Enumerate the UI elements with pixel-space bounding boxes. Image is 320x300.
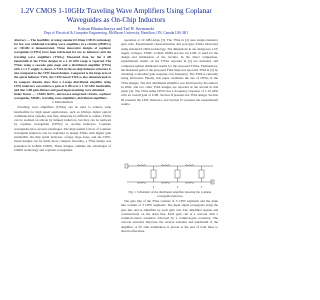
section-heading: I. Introduction (52, 100, 73, 105)
right-column-bottom (121, 199, 218, 233)
paper-title (14, 7, 218, 24)
right-column-text: operation at 10 GHz-Gbps [3]. The TWA in [2] uses single-transistor gain cells. Experimental characterization and prototype TWAs fabricated using standard 0.18um technology. The dimensions in our design use 1.2V supply voltages. TSMC 0.18um 1P6M process via CMC is used for the design and simulations of the circuits. In the direct comparison, experimental results on the TWAs reported in [2] are included, and compared against simulated results for the proposed TWAs. Furthermore, the measured gain of the proposed TWA improves upon the TWA in [2] by obtaining a smoother gain response over frequency. The TWA is currently being fabricated. Finally, this paper examines the use of CPWs in the TWA designs. The first distributed amplifier was fabricated by the authors in 2004, and two other TWA designs are reported as the second in this paper [4]. The TWA using CPWs has a frequency response of 1-10 GHz with an overall gain of 6 dB. Section II presents the TWA design, Section III presents the CPW inductors, and Section IV presents the experimental results. (121, 38, 218, 106)
introduction-body: Traveling wave amplifiers (TWAs) can be used to achieve wide bandwidths for high speed applications, such as 10Gbps digital optical communication systems, that may otherwise be difficult to realize. TWAs can be realized on silicon by lumped inductors; but they can be replaced by coplanar waveguides (CPWs) as on-chip inductors. Coplanar waveguides have several advantages. The high quality factors of coplanar waveguide inductors can be exploited to design TWAs with higher gain bandwidth. On-chip spiral inductors occupy large areas, and the CPW-based designs can be made more compact. Recently, a TWA design was presented in 0.18um CMOS. These designs combine the advantages of CMOS technology and coplanar waveguides. (14, 105, 111, 152)
amplifier-schematic-figure (123, 161, 217, 189)
figure-caption: Fig. 1. Schematic of the distributed amplifier showing the coplanar waveguide inductors (128, 190, 212, 198)
index-terms: Index Terms — CMOS RFIC, microwave integrated circuits, coplanar waveguides, MMIC, traveling wave amplifiers, distributed amplifiers. (14, 92, 111, 101)
paper-affiliation: Dept of Electrical & Computer Engineering, McMaster University, Hamilton, ON, Canada L8S 4K1 (43, 31, 189, 35)
title-line-1: 1.2V CMOS 1-10GHz Traveling Wave Amplifiers Using Coplanar (20, 7, 212, 15)
right-column-bottom-text: The gate line of the TWA consists of 3 CPW segments and the drain line consists of 3 CPW segments. The input signal propagates along the gate line and is amplified by each gain cell. The amplified signals add constructively on the drain line. Each gain cell is a cascode with a common-source transistor followed by a common-gate transistor. The cascode structure improves the reverse isolation and bandwidth of the amplifier. A 50 ohm termination is placed at the end of both lines to absorb reflections. (121, 199, 218, 233)
left-column (14, 38, 111, 152)
paper-authors: Kalyan Bhattacharyya and Tad H. Szymanski (77, 26, 155, 31)
abstract: Abstract — The feasibility of using standard 0.18um CMOS technology for low cost wideband traveling wave amplifiers in a circuits (MMICs) at ~10GHz is demonstrated. Three innovative designs of coplanar waveguides (CPWs) have been fabricated for use as inductors and the traveling wave amplifiers (TWAs). Measured data for the 3 dB bandwidth of the TWAs designs in a 1-10 GHz range is reported. The TWAs using a cascode gain stage and a distributed amplifier (TWA) with a 1.2 V supply is shown. A TWA in the on-chip inductor structure is also compared to the CPW-based designs. Compared to the large area of the spiral inductor TWA, the CPW-based TWA is also demonstrated to be compact. Results show that a 3-stage distributed amplifier using CPW inductors can achieve a gain of 6 dB over a 1-10 GHz bandwidth, and that 3 dB gain flatness and good input matching were obtained. (14, 38, 111, 92)
title-line-2: Waveguides as On-Chip Inductors (66, 15, 166, 24)
right-column-top (121, 38, 218, 106)
